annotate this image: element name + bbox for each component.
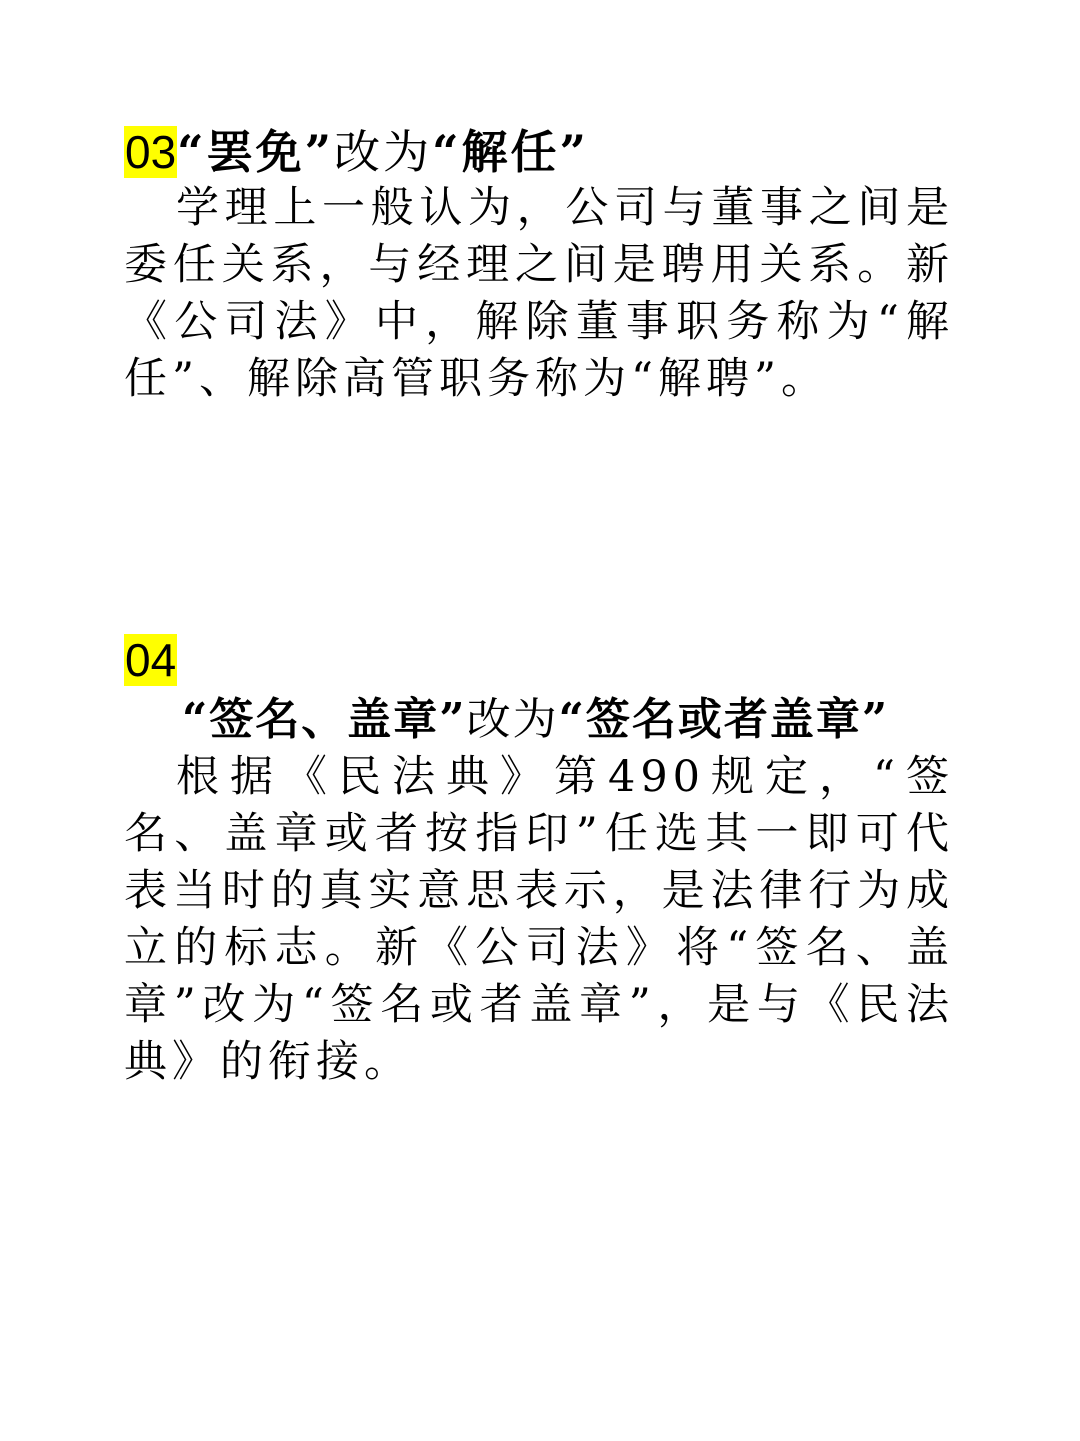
heading-new-term: “签名或者盖章” — [558, 694, 890, 745]
heading-connector: 改为 — [466, 694, 559, 745]
section-paragraph: 学理上一般认为，公司与董事之间是委任关系，与经理之间是聘用关系。新《公司法》中，解除董事职务称为“解任”、解除高管职务称为“解聘”。 — [124, 183, 954, 404]
heading-old-term: “签名、盖章” — [182, 694, 467, 745]
heading-new-term: “解任” — [432, 125, 590, 179]
section-number: 04 — [125, 634, 177, 686]
section-heading — [124, 630, 954, 690]
section-paragraph: 根据《民法典》第490规定，“签名、盖章或者按指印”任选其一即可代表当时的真实意思表示，是法律行为成立的标志。新《公司法》将“签名、盖章”改为“签名或者盖章”，是与《民法典》的衔接。 — [124, 752, 954, 1087]
heading-old-term: “罢免” — [177, 125, 335, 179]
section-heading — [124, 122, 954, 182]
section-03 — [124, 122, 954, 408]
section-number: 03 — [125, 126, 177, 178]
heading-connector: 改为 — [334, 125, 433, 179]
section-04 — [124, 630, 954, 1091]
section-sub-heading — [124, 690, 954, 750]
